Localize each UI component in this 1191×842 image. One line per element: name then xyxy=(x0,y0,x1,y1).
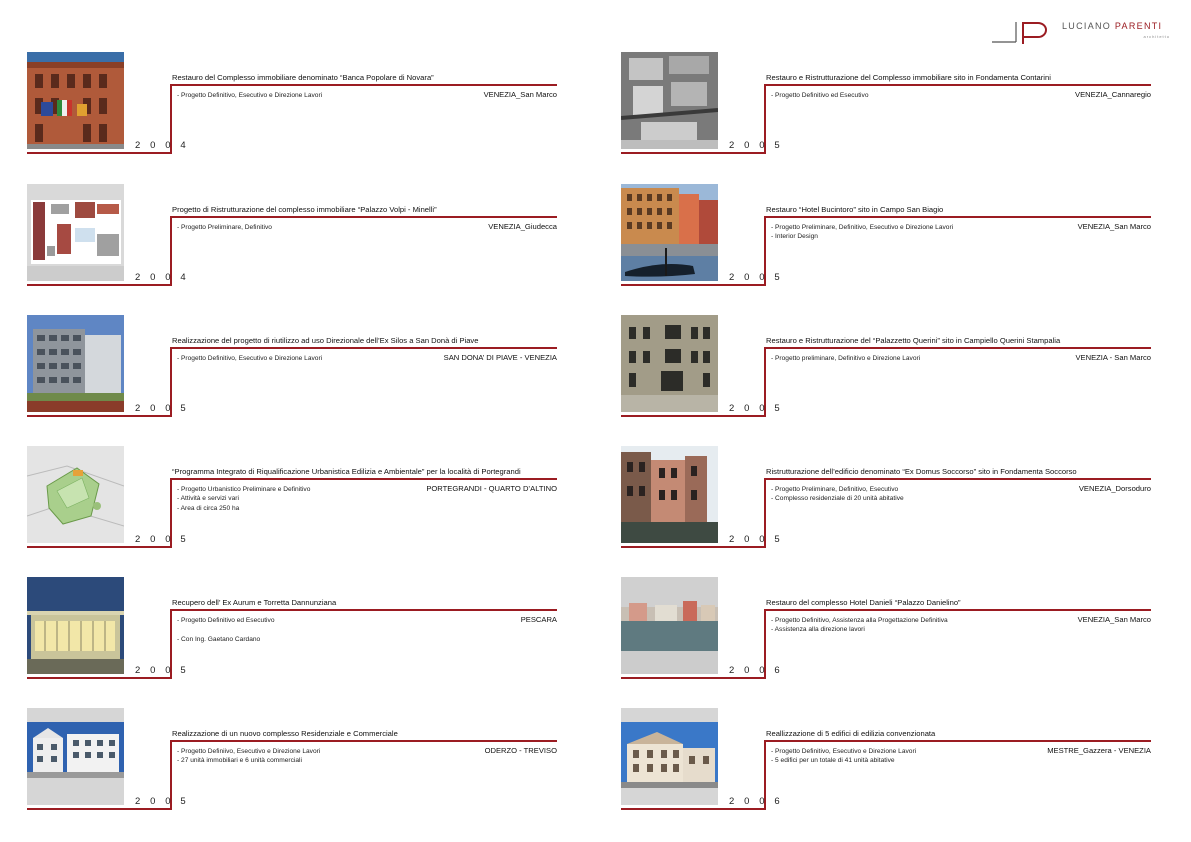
frame-line-bottom xyxy=(27,677,172,679)
project-title: Realizzazione di un nuovo complesso Residenziale e Commerciale xyxy=(172,729,398,738)
project-fondamenta-contarini xyxy=(621,52,1156,154)
project-oderzo xyxy=(27,708,562,810)
project-image xyxy=(621,577,718,674)
project-location: VENEZIA_Cannaregio xyxy=(1075,90,1151,99)
detail-line: - Progetto Urbanistico Preliminare e Definitivo xyxy=(177,486,311,493)
project-image xyxy=(27,708,124,805)
project-details xyxy=(771,485,904,504)
project-banca-popolare xyxy=(27,52,562,154)
project-image xyxy=(27,184,124,281)
project-title: Realizzazione del progetto di riutilizzo ad uso Direzionale dell’Ex Silos a San Donà di Piave xyxy=(172,336,479,345)
project-details xyxy=(771,747,916,766)
project-mestre-gazzera xyxy=(621,708,1156,810)
project-details xyxy=(771,223,953,242)
frame-line-top xyxy=(764,740,1151,742)
project-image xyxy=(27,315,124,412)
detail-line: - Area di circa 250 ha xyxy=(177,504,240,512)
frame-line-top xyxy=(764,478,1151,480)
project-location: VENEZIA_San Marco xyxy=(1077,615,1151,624)
detail-line: - Complesso residenziale di 20 unità abitative xyxy=(771,495,904,503)
detail-line xyxy=(177,625,275,634)
detail-line: - Assistenza alla direzione lavori xyxy=(771,626,865,634)
frame-line-bottom xyxy=(621,546,766,548)
project-year: 2 0 0 5 xyxy=(135,665,190,676)
frame-line-bottom xyxy=(621,808,766,810)
project-ex-domus-soccorso xyxy=(621,446,1156,548)
frame-line-top xyxy=(764,216,1151,218)
project-palazzo-danielino xyxy=(621,577,1156,679)
detail-line: - Interior Design xyxy=(771,233,818,241)
project-image xyxy=(621,446,718,543)
project-location: SAN DONA’ DI PIAVE - VENEZIA xyxy=(443,353,557,362)
frame-line-top xyxy=(764,609,1151,611)
detail-line: - Progetto Preliminare, Definitivo, Esecutivo e Direzione Lavori xyxy=(771,224,954,231)
frame-line-top xyxy=(170,609,557,611)
project-image xyxy=(27,446,124,543)
frame-line-bottom xyxy=(621,415,766,417)
detail-line: - Progetto Definitivo, Esecutivo e Direzione Lavori xyxy=(771,748,917,755)
frame-line-bottom xyxy=(27,546,172,548)
project-year: 2 0 0 5 xyxy=(729,403,784,414)
project-title: Recupero dell’ Ex Aurum e Torretta Dannunziana xyxy=(172,598,337,607)
project-year: 2 0 0 6 xyxy=(729,665,784,676)
project-title: Restauro del Complesso immobiliare denominato “Banca Popolare di Novara” xyxy=(172,73,434,82)
project-title: Reallizzazione di 5 edifici di edilizia convenzionata xyxy=(766,729,936,738)
project-image xyxy=(621,708,718,805)
detail-line: - Progetto preliminare, Definitivo e Direzione Lavori xyxy=(771,355,921,362)
project-ex-silos xyxy=(27,315,562,417)
detail-line: - 27 unità immobiliari e 6 unità commerciali xyxy=(177,757,302,765)
project-title: Restauro del complesso Hotel Danieli “Palazzo Danielino” xyxy=(766,598,961,607)
detail-line: - Con Ing. Gaetano Cardano xyxy=(177,635,261,643)
project-location: VENEZIA - San Marco xyxy=(1075,353,1151,362)
project-image xyxy=(621,315,718,412)
detail-line: - Progetto Definitivo, Esecutivo e Direzione Lavori xyxy=(177,92,323,99)
project-image xyxy=(27,577,124,674)
frame-line-bottom xyxy=(27,152,172,154)
frame-line-top xyxy=(764,84,1151,86)
project-year: 2 0 0 5 xyxy=(135,796,190,807)
project-title: “Programma Integrato di Riqualificazione Urbanistica Edilizia e Ambientale” per la località di Portegrandi xyxy=(172,467,521,476)
frame-line-bottom xyxy=(27,808,172,810)
logo-subtitle: architetto xyxy=(1143,34,1170,39)
project-details xyxy=(177,485,310,513)
project-year: 2 0 0 4 xyxy=(135,272,190,283)
detail-line: - Progetto Preliminare, Definitivo xyxy=(177,224,272,231)
frame-line-bottom xyxy=(27,415,172,417)
project-details xyxy=(177,354,322,363)
project-location: VENEZIA_Giudecca xyxy=(488,222,557,231)
project-image xyxy=(621,52,718,149)
project-details xyxy=(771,354,920,363)
project-year: 2 0 0 6 xyxy=(729,796,784,807)
project-year: 2 0 0 5 xyxy=(729,534,784,545)
frame-line-bottom xyxy=(27,284,172,286)
frame-line-top xyxy=(170,347,557,349)
project-title: Restauro e Ristrutturazione del Complesso immobiliare sito in Fondamenta Contarini xyxy=(766,73,1051,82)
project-details xyxy=(177,616,275,644)
project-location: ODERZO - TREVISO xyxy=(484,746,557,755)
project-title: Ristrutturazione dell’edificio denominato “Ex Domus Soccorso” sito in Fondamenta Soccorso xyxy=(766,467,1077,476)
project-location: PORTEGRANDI - QUARTO D’ALTINO xyxy=(426,484,557,493)
project-location: VENEZIA_Dorsoduro xyxy=(1078,484,1151,493)
frame-line-bottom xyxy=(621,152,766,154)
project-palazzetto-querini xyxy=(621,315,1156,417)
frame-line-top xyxy=(170,84,557,86)
logo xyxy=(990,18,1180,48)
detail-line: - Progetto Definiivo, Esecutivo e Direzione Lavori xyxy=(177,748,321,755)
project-year: 2 0 0 5 xyxy=(135,403,190,414)
project-location: MESTRE_Gazzera - VENEZIA xyxy=(1047,746,1151,755)
project-location: PESCARA xyxy=(520,615,557,624)
project-location: VENEZIA_San Marco xyxy=(1077,222,1151,231)
frame-line-bottom xyxy=(621,677,766,679)
project-year: 2 0 0 4 xyxy=(135,140,190,151)
detail-line: - Attività e servizi vari xyxy=(177,495,239,503)
logo-mark-icon xyxy=(990,18,1054,46)
project-ex-aurum xyxy=(27,577,562,679)
project-image xyxy=(27,52,124,149)
detail-line: - Progetto Preliminare, Definitivo, Esecutivo xyxy=(771,486,899,493)
project-title: Progetto di Ristrutturazione del complesso immobiliare “Palazzo Volpi - Minelli” xyxy=(172,205,437,214)
frame-line-top xyxy=(170,478,557,480)
project-details xyxy=(177,91,322,100)
project-title: Restauro “Hotel Bucintoro” sito in Campo San Biagio xyxy=(766,205,944,214)
detail-line: - Progetto Definitivo ed Esecutivo xyxy=(177,617,275,624)
detail-line: - 5 edifici per un totale di 41 unità abitative xyxy=(771,757,895,765)
project-details xyxy=(771,91,869,100)
frame-line-top xyxy=(170,216,557,218)
project-details xyxy=(771,616,948,635)
frame-line-top xyxy=(764,347,1151,349)
project-year: 2 0 0 5 xyxy=(135,534,190,545)
detail-line: - Progetto Definitivo, Assistenza alla Progettazione Definitiva xyxy=(771,617,948,624)
project-year: 2 0 0 5 xyxy=(729,140,784,151)
project-location: VENEZIA_San Marco xyxy=(483,90,557,99)
detail-line: - Progetto Definitivo ed Esecutivo xyxy=(771,92,869,99)
frame-line-top xyxy=(170,740,557,742)
project-image xyxy=(621,184,718,281)
project-details xyxy=(177,747,320,766)
project-year: 2 0 0 5 xyxy=(729,272,784,283)
frame-line-bottom xyxy=(621,284,766,286)
project-title: Restauro e Ristrutturazione del “Palazzetto Querini” sito in Campiello Querini Stampalia xyxy=(766,336,1061,345)
project-portegrandi xyxy=(27,446,562,548)
project-hotel-bucintoro xyxy=(621,184,1156,286)
project-palazzo-volpi-minelli xyxy=(27,184,562,286)
project-details xyxy=(177,223,272,232)
detail-line: - Progetto Definitivo, Esecutivo e Direzione Lavori xyxy=(177,355,323,362)
logo-name: LUCIANO PARENTI xyxy=(1062,21,1163,31)
